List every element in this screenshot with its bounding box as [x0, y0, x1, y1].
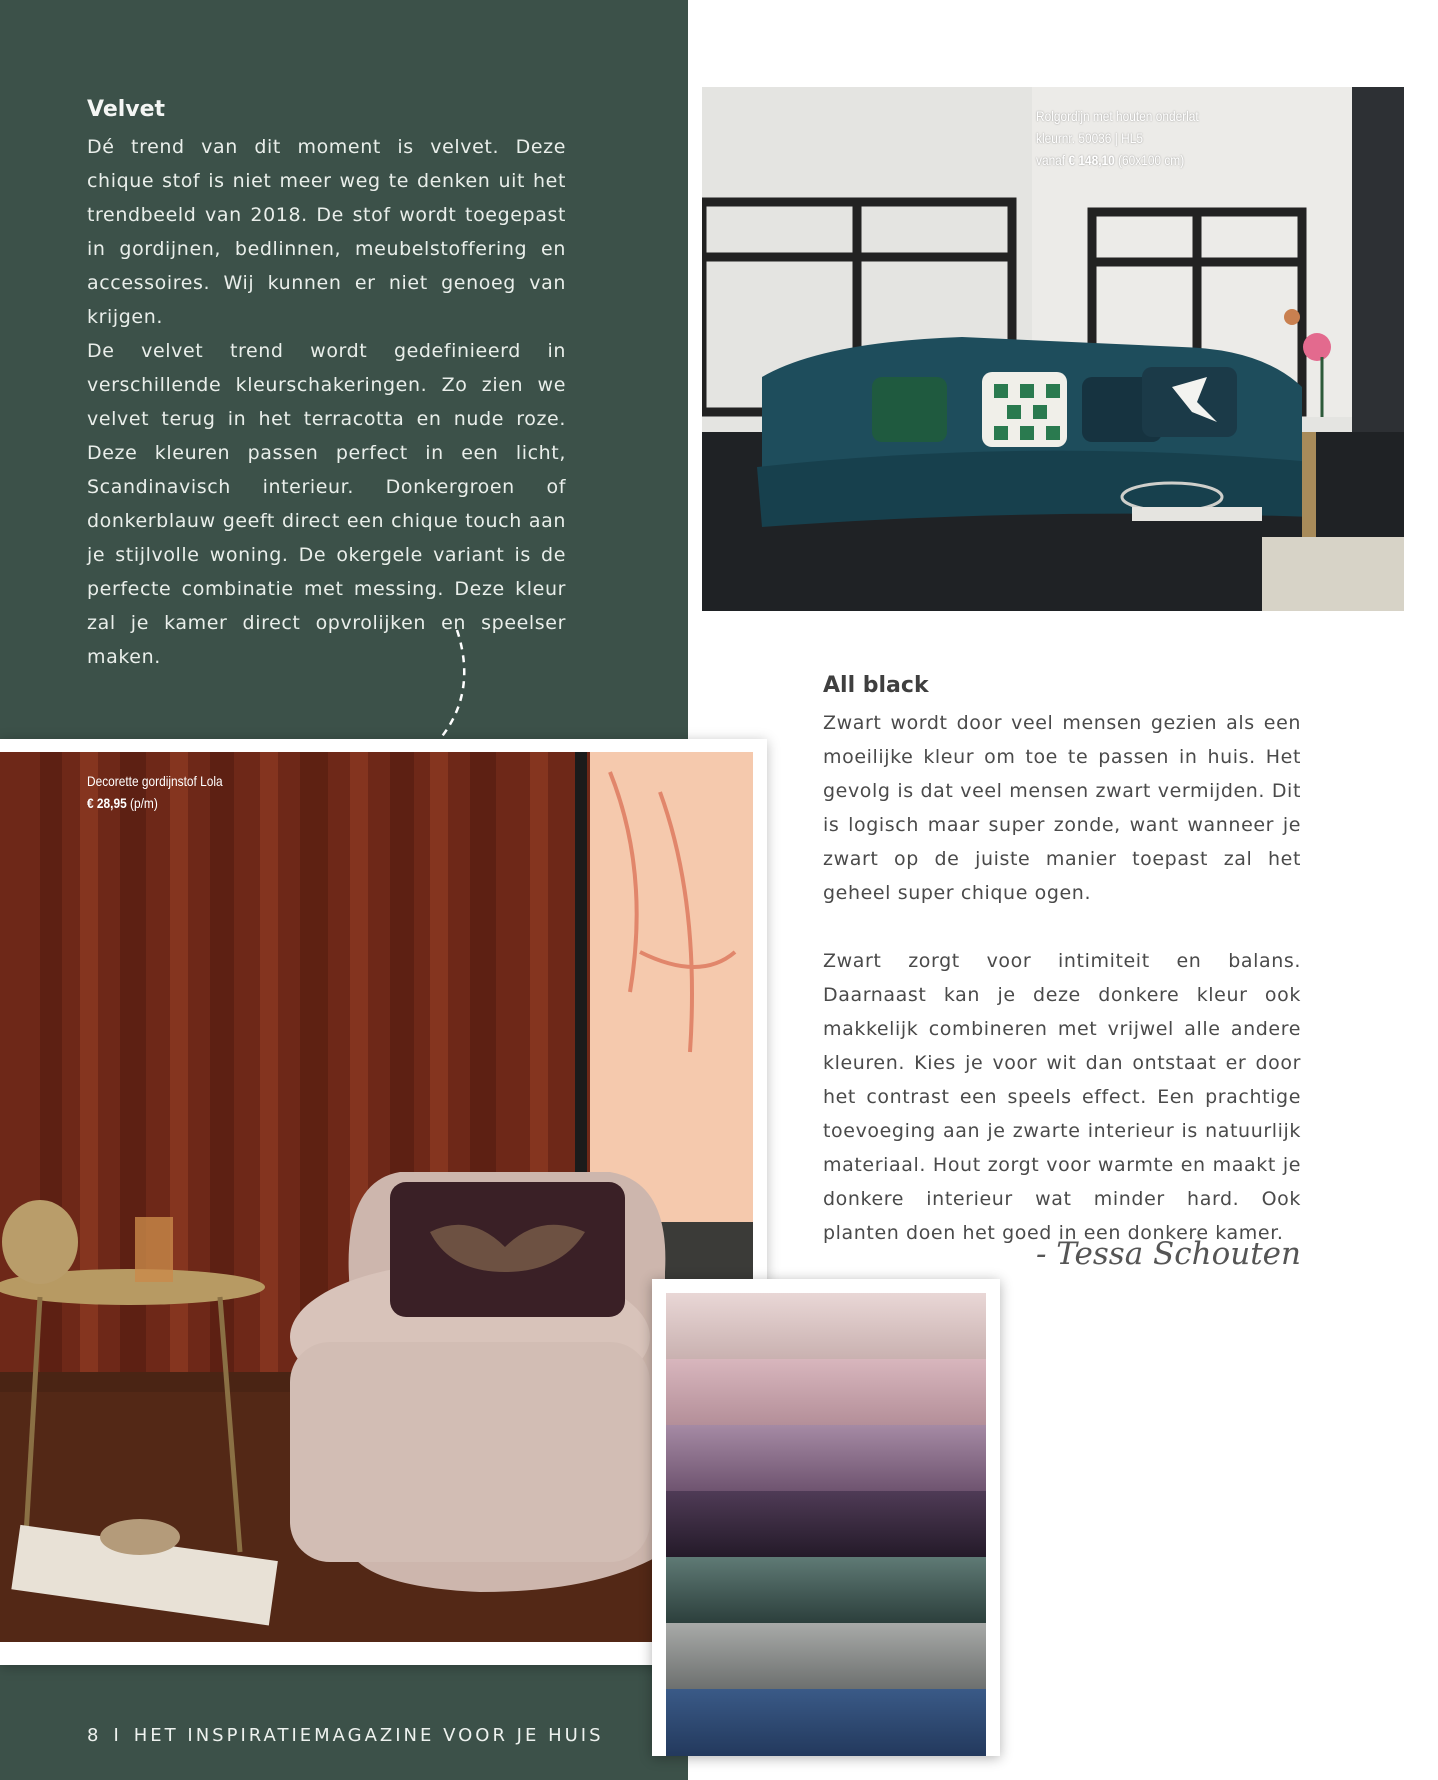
velvet-paragraph-2: De velvet trend wordt gedefinieerd in verschillende kleurschakeringen. Zo zien we velvet terug in het terracotta en nude roze. Deze kleuren passen perfect in een licht, Scandinavisch interieur. Donkergroen of donkerblauw geeft direct een chique touch aan je stijlvolle woning. De okergele variant is de perfecte combinatie met messing. Deze kleur zal je kamer direct opvrolijken en speelser maken. [87, 340, 566, 668]
all-black-paragraph-1: Zwart wordt door veel mensen gezien als een moeilijke kleur om toe te passen in huis. Het gevolg is dat veel mensen zwart vermijden. Dit is logisch maar super zonde, want wanneer je zwart op de juiste manier toepast zal het geheel super chique ogen. [823, 712, 1301, 904]
sofa-caption-price: € 148,10 [1068, 152, 1115, 168]
swatch-sage-green [666, 1557, 986, 1623]
sofa-caption-line-1: Rolgordijn met houten onderlat [1036, 108, 1199, 124]
swatch-mauve [666, 1425, 986, 1491]
velvet-heading: Velvet [87, 97, 166, 122]
velvet-swatches-photo [666, 1293, 986, 1756]
velvet-paragraph-1: Dé trend van dit moment is velvet. Deze chique stof is niet meer weg te denken uit het trendbeeld van 2018. De stof wordt toegepast in gordijnen, bedlinnen, meubelstoffering en accessoires. Wij kunnen er niet genoeg van krijgen. [87, 136, 566, 328]
curtain-photo [0, 752, 753, 1642]
footer-separator: I [113, 1725, 122, 1746]
curtain-product-caption [87, 770, 223, 814]
magazine-title: HET INSPIRATIEMAGAZINE VOOR JE HUIS [133, 1725, 604, 1746]
sofa-caption-line-2: kleurnr. 50036 | HL5 [1036, 130, 1143, 146]
sofa-caption-prefix: vanaf [1036, 152, 1069, 168]
curtain-caption-line-2 [87, 792, 223, 814]
all-black-heading: All black [823, 673, 929, 698]
all-black-paragraph-2: Zwart zorgt voor intimiteit en balans. Daarnaast kan je deze donkere kleur ook makkelijk combineren met vrijwel alle andere kleuren. Kies je voor wit dan ontstaat er door het contrast een speels effect. Een prachtige toevoeging aan je zwarte interieur is natuurlijk materiaal. Hout zorgt voor warmte en maakt je donkere interieur wat minder hard. Ook planten doen het goed in een donkere kamer. [823, 950, 1301, 1244]
page-number: 8 [87, 1725, 102, 1746]
page-footer [87, 1725, 604, 1746]
sofa-caption-line-3 [1036, 149, 1199, 171]
sofa-caption-size: (60x100 cm) [1114, 152, 1185, 168]
swatch-grey [666, 1623, 986, 1689]
curtain-caption-line-1: Decorette gordijnstof Lola [87, 773, 223, 789]
sofa-product-caption [1036, 105, 1199, 171]
curtain-caption-unit: (p/m) [126, 795, 158, 811]
swatch-blue [666, 1689, 986, 1756]
swatch-dusty-rose [666, 1359, 986, 1425]
curtain-caption-price: € 28,95 [87, 795, 127, 811]
curtain-illustration [0, 752, 753, 1642]
swatch-pale-pink [666, 1293, 986, 1359]
author-signature: - Tessa Schouten [1035, 1236, 1301, 1272]
swatch-plum [666, 1491, 986, 1557]
